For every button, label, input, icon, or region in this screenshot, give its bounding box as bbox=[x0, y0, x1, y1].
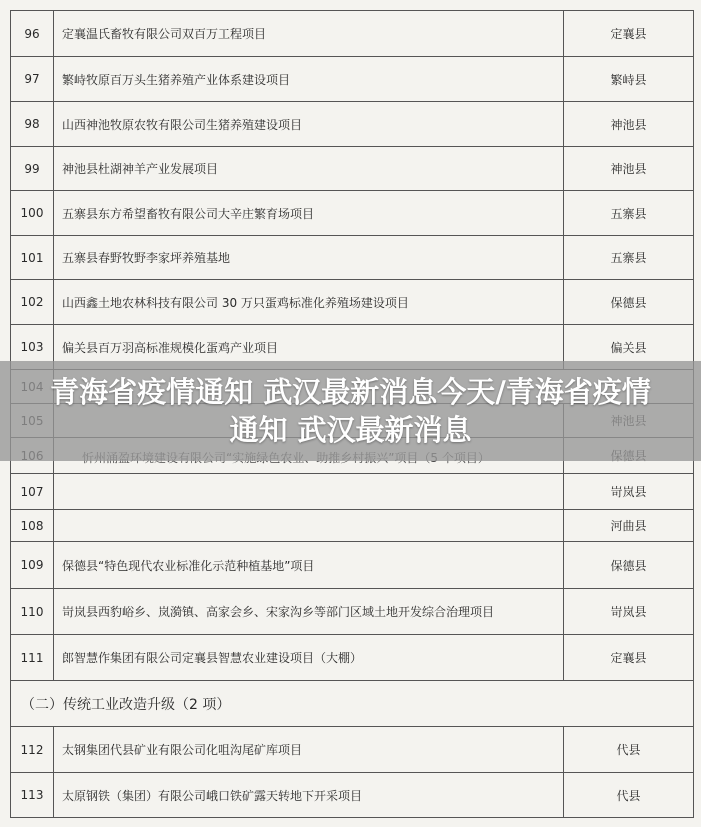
row-number: 110 bbox=[10, 589, 54, 634]
project-name: 五寨县东方希望畜牧有限公司大辛庄繁育场项目 bbox=[54, 191, 564, 235]
county-name: 五寨县 bbox=[564, 191, 694, 235]
county-name: 岢岚县 bbox=[564, 589, 694, 634]
project-name: 郎智慧作集团有限公司定襄县智慧农业建设项目（大棚） bbox=[54, 635, 564, 680]
row-number: 107 bbox=[10, 474, 54, 509]
row-number: 101 bbox=[10, 236, 54, 279]
project-name: 繁峙牧原百万头生猪养殖产业体系建设项目 bbox=[54, 57, 564, 101]
county-name: 神池县 bbox=[564, 102, 694, 146]
title-overlay-banner bbox=[0, 361, 701, 461]
table-row bbox=[10, 10, 694, 56]
project-name: 太钢集团代县矿业有限公司化咀沟尾矿库项目 bbox=[54, 727, 564, 772]
county-name: 繁峙县 bbox=[564, 57, 694, 101]
row-number: 103 bbox=[10, 325, 54, 369]
county-name: 岢岚县 bbox=[564, 474, 694, 509]
project-name: 偏关县百万羽高标准规模化蛋鸡产业项目 bbox=[54, 325, 564, 369]
table-row bbox=[10, 146, 694, 190]
section-title: （二）传统工业改造升级（2 项） bbox=[10, 681, 694, 726]
row-number: 112 bbox=[10, 727, 54, 772]
table-row bbox=[10, 588, 694, 634]
table-row bbox=[10, 772, 694, 818]
county-name: 保德县 bbox=[564, 280, 694, 324]
county-name: 代县 bbox=[564, 727, 694, 772]
county-name: 保德县 bbox=[564, 542, 694, 588]
row-number: 96 bbox=[10, 11, 54, 56]
county-name: 五寨县 bbox=[564, 236, 694, 279]
table-row bbox=[10, 101, 694, 146]
project-name: 保德县“特色现代农业标准化示范种植基地”项目 bbox=[54, 542, 564, 588]
county-name: 定襄县 bbox=[564, 635, 694, 680]
county-name: 偏关县 bbox=[564, 325, 694, 369]
row-number: 113 bbox=[10, 773, 54, 817]
county-name: 定襄县 bbox=[564, 11, 694, 56]
table-row bbox=[10, 279, 694, 324]
project-name: 定襄温氏畜牧有限公司双百万工程项目 bbox=[54, 11, 564, 56]
row-number: 111 bbox=[10, 635, 54, 680]
project-name: 神池县杜湖神羊产业发展项目 bbox=[54, 147, 564, 190]
row-number: 102 bbox=[10, 280, 54, 324]
row-number: 100 bbox=[10, 191, 54, 235]
row-number: 97 bbox=[10, 57, 54, 101]
overlay-title: 青海省疫情通知 武汉最新消息今天/青海省疫情通知 武汉最新消息 bbox=[50, 375, 651, 447]
table-row bbox=[10, 726, 694, 772]
project-name: 山西神池牧原农牧有限公司生猪养殖建设项目 bbox=[54, 102, 564, 146]
county-name: 神池县 bbox=[564, 147, 694, 190]
row-number: 108 bbox=[10, 510, 54, 541]
project-name: 五寨县春野牧野李家坪养殖基地 bbox=[54, 236, 564, 279]
table-row bbox=[10, 634, 694, 680]
county-name: 代县 bbox=[564, 773, 694, 817]
row-number: 98 bbox=[10, 102, 54, 146]
row-number: 99 bbox=[10, 147, 54, 190]
table-row bbox=[10, 190, 694, 235]
project-name: 太原钢铁（集团）有限公司峨口铁矿露天转地下开采项目 bbox=[54, 773, 564, 817]
section-row bbox=[10, 680, 694, 726]
county-name: 河曲县 bbox=[564, 510, 694, 541]
table-row bbox=[10, 56, 694, 101]
table-row bbox=[10, 541, 694, 588]
table-row bbox=[10, 235, 694, 279]
row-number: 109 bbox=[10, 542, 54, 588]
project-name: 山西鑫土地农林科技有限公司 30 万只蛋鸡标准化养殖场建设项目 bbox=[54, 280, 564, 324]
project-name: 岢岚县西豹峪乡、岚漪镇、高家会乡、宋家沟乡等部门区域土地开发综合治理项目 bbox=[54, 589, 564, 634]
